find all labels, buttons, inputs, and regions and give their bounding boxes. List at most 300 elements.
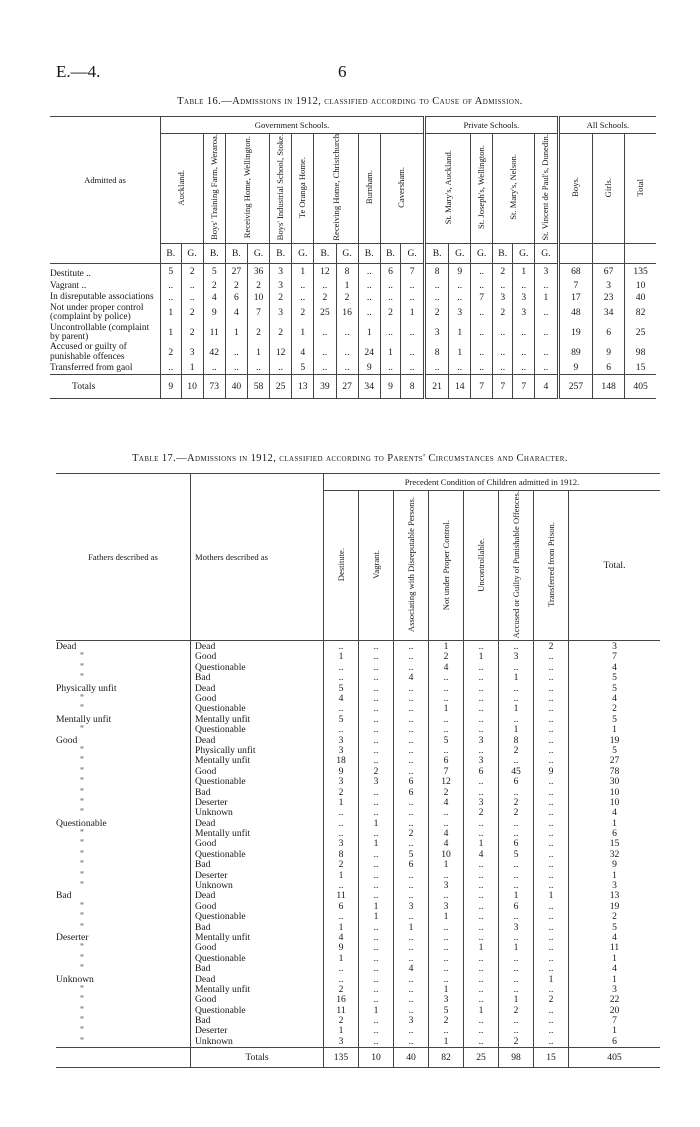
table17-cell: .. [359, 673, 394, 683]
table17-cell: 78 [569, 766, 661, 776]
table17-mother-cell: Good [191, 766, 324, 776]
table16-cell: .. [314, 323, 336, 343]
table16-cell: 17 [558, 291, 592, 302]
table17-cell: .. [359, 693, 394, 703]
table17-cell: .. [429, 953, 464, 963]
table17-cell: .. [499, 860, 534, 870]
table16-row [50, 263, 656, 280]
table17-row [56, 1015, 660, 1025]
table16-total-cell: 58 [247, 374, 269, 398]
table16-cell: 2 [492, 303, 513, 323]
table17-cell: 4 [429, 662, 464, 672]
table17-cell: .. [534, 1015, 569, 1025]
table16-cell: .. [161, 362, 182, 374]
table17-row [56, 860, 660, 870]
table17-cell: 22 [569, 995, 661, 1005]
table16-cell: 2 [492, 263, 513, 280]
table17-row [56, 995, 660, 1005]
table17-cell: .. [324, 724, 359, 734]
table17-cell: 1 [464, 652, 499, 662]
table17-cell: .. [464, 922, 499, 932]
table17-mother-cell: Dead [191, 735, 324, 745]
table16-col-header: St. Mary's, Nelson. [492, 134, 534, 244]
table17-cell: 1 [429, 860, 464, 870]
table17-cell: .. [464, 963, 499, 973]
table17-cell: .. [394, 704, 429, 714]
table17-total-cell: 40 [394, 1047, 429, 1067]
table17-mother-header: Mothers described as [191, 474, 324, 641]
table17-cell: 4 [429, 828, 464, 838]
table17-cell: 4 [429, 839, 464, 849]
table17-mother-cell: Dead [191, 683, 324, 693]
table16-cell: .. [401, 362, 425, 374]
table16-cell: 2 [270, 323, 292, 343]
table17-father-header: Fathers described as [56, 474, 191, 641]
table17-cell: .. [499, 641, 534, 652]
table17-cell: .. [394, 943, 429, 953]
table16-cell: .. [314, 280, 336, 291]
table17-col-header: Total. [569, 491, 661, 641]
table17-cell: 3 [499, 652, 534, 662]
table17-cell: 3 [429, 901, 464, 911]
table16-totals-label: Totals [50, 374, 161, 398]
table17-cell: .. [499, 683, 534, 693]
table17-cell: 5 [569, 922, 661, 932]
table17-cell: .. [359, 787, 394, 797]
table16-cell: .. [535, 342, 559, 362]
table17-mother-cell: Questionable [191, 849, 324, 859]
table17-cell: .. [534, 735, 569, 745]
table17-cell: .. [534, 932, 569, 942]
table17-cell: 4 [464, 849, 499, 859]
table17-cell: 1 [569, 1026, 661, 1036]
table16-cell: 2 [203, 280, 225, 291]
table17-cell: .. [464, 745, 499, 755]
table16-cell: 1 [161, 303, 182, 323]
table17-cell: .. [359, 870, 394, 880]
table16-total-cell: 14 [449, 374, 471, 398]
table16-cell: .. [471, 323, 493, 343]
table17-cell: 2 [324, 860, 359, 870]
table16-total-cell: 7 [471, 374, 493, 398]
table16-cell: .. [380, 362, 401, 374]
table17-col-header: Vagrant. [370, 550, 381, 580]
table16-col-header: Te Oranga Home. [292, 134, 314, 244]
table17-mother-cell: Questionable [191, 724, 324, 734]
table17-father-cell: " [80, 797, 84, 808]
table16-cell: .. [358, 263, 380, 280]
table17-mother-cell: Mentally unfit [191, 828, 324, 838]
table17-cell: 4 [429, 797, 464, 807]
table16-cell: .. [513, 342, 535, 362]
table17-cell: .. [534, 860, 569, 870]
table17-cell: 11 [569, 943, 661, 953]
table16-cell: 5 [203, 263, 225, 280]
table17-cell: 2 [429, 1015, 464, 1025]
table16-cell: 42 [203, 342, 225, 362]
table17-cell: .. [499, 662, 534, 672]
table17-mother-cell: Good [191, 839, 324, 849]
table17-father-cell: " [80, 651, 84, 663]
table16-cell: .. [292, 280, 314, 291]
table16-cell: .. [492, 280, 513, 291]
table16-cell: 3 [270, 303, 292, 323]
table17-cell: 10 [429, 849, 464, 859]
table17-row [56, 870, 660, 880]
table17-cell: .. [534, 797, 569, 807]
table17-cell: .. [394, 932, 429, 942]
table17-row [56, 714, 660, 724]
table16-cell: 6 [593, 362, 625, 374]
table17-cell: 3 [569, 984, 661, 994]
table17-cell: .. [359, 808, 394, 818]
table17-cell: .. [534, 776, 569, 786]
table16-col-header: St. Joseph's, Wellington. [471, 134, 493, 244]
table16-cell: 25 [625, 323, 656, 343]
table17-mother-cell: Mentally unfit [191, 984, 324, 994]
table16-cell: 2 [314, 291, 336, 302]
table17-mother-cell: Bad [191, 860, 324, 870]
table17-cell: .. [324, 963, 359, 973]
table16-cell: .. [535, 323, 559, 343]
table16-row [50, 291, 656, 302]
table17-row [56, 704, 660, 714]
table17-cell: .. [534, 912, 569, 922]
table17-row [56, 683, 660, 693]
table16-cell: 7 [247, 303, 269, 323]
table16-cell: 2 [247, 323, 269, 343]
table16-cell: 3 [449, 303, 471, 323]
table17-cell: 1 [569, 870, 661, 880]
table17-cell: .. [429, 673, 464, 683]
table17-cell: 1 [499, 995, 534, 1005]
table17-cell: .. [324, 818, 359, 828]
table16-cell: 7 [558, 280, 592, 291]
table16-cell: 7 [401, 263, 425, 280]
table16-cell: 8 [424, 263, 448, 280]
table17-cell: 2 [324, 984, 359, 994]
table16-cell: .. [424, 280, 448, 291]
table17-total-cell: 10 [359, 1047, 394, 1067]
table17-cell: 1 [569, 818, 661, 828]
table17-cell: .. [499, 693, 534, 703]
table17-cell: 1 [429, 1036, 464, 1047]
table17-father-cell: Bad [56, 890, 72, 902]
table17-mother-cell: Deserter [191, 1026, 324, 1036]
table17-cell: .. [429, 745, 464, 755]
table17-cell: .. [394, 1005, 429, 1015]
table17-cell: .. [464, 984, 499, 994]
table17-cell: .. [394, 683, 429, 693]
table17-cell: 2 [569, 912, 661, 922]
table17-cell: .. [464, 1036, 499, 1047]
table17-cell: .. [534, 870, 569, 880]
table17-cell: .. [394, 662, 429, 672]
table17-cell: .. [534, 1036, 569, 1047]
table17-cell: .. [534, 787, 569, 797]
table16-cell: 2 [247, 280, 269, 291]
table17-cell: 1 [359, 818, 394, 828]
table17-father-cell: Unknown [56, 973, 94, 985]
table17-cell: .. [534, 963, 569, 973]
table16-cell: .. [203, 362, 225, 374]
table16-col-header: Burnham. [358, 134, 380, 244]
table17-cell: .. [534, 808, 569, 818]
table16-total-cell: 7 [492, 374, 513, 398]
table16-cell: 9 [593, 342, 625, 362]
table16-cell: 12 [314, 263, 336, 280]
table17-cell: 2 [534, 641, 569, 652]
table17-mother-cell: Questionable [191, 704, 324, 714]
table17-father-cell: Dead [56, 641, 77, 652]
table17-cell: .. [394, 745, 429, 755]
table17-cell: 20 [569, 1005, 661, 1015]
table16-col-header: St. Vincent de Paul's, Dunedin. [535, 134, 559, 244]
table17-cell: 45 [499, 766, 534, 776]
table17-cell: 9 [569, 860, 661, 870]
table16-cell: .. [424, 362, 448, 374]
table16-total-cell: 9 [380, 374, 401, 398]
table17-cell: 6 [464, 766, 499, 776]
table16-cell: .. [247, 362, 269, 374]
page-number: 6 [338, 62, 347, 81]
table17-father-cell: Questionable [56, 817, 107, 829]
table16-cell: 1 [292, 323, 314, 343]
table16-cell: .. [535, 303, 559, 323]
table17-cell: .. [324, 662, 359, 672]
table17-cell: 1 [324, 953, 359, 963]
table16-row-label: Accused or guilty of punishable offences [50, 342, 127, 362]
table17-mother-cell: Mentally unfit [191, 932, 324, 942]
table17-father-cell: " [80, 984, 84, 995]
table16-row-label: Vagrant .. [50, 280, 87, 291]
table17-cell: 1 [534, 974, 569, 984]
table16-cell: 3 [593, 280, 625, 291]
table16-cell: .. [401, 291, 425, 302]
table17-cell: .. [499, 714, 534, 724]
table17-row [56, 1005, 660, 1015]
table17-cell: 3 [324, 745, 359, 755]
table16-total-cell: 8 [401, 374, 425, 398]
table16-cell: 4 [225, 303, 247, 323]
table16-cell: .. [336, 323, 358, 343]
table17-cell: 6 [499, 839, 534, 849]
table16-cell: .. [358, 280, 380, 291]
table17-row [56, 932, 660, 942]
table17-cell: .. [464, 828, 499, 838]
table17-cell: .. [359, 922, 394, 932]
table17-cell: .. [324, 704, 359, 714]
table17-total-cell: 405 [569, 1047, 661, 1067]
table17-cell: 9 [324, 943, 359, 953]
table17-cell: .. [394, 953, 429, 963]
table17-mother-cell: Deserter [191, 870, 324, 880]
table16-total-cell: 39 [314, 374, 336, 398]
table17-cell: 6 [429, 756, 464, 766]
table17-cell: 9 [534, 766, 569, 776]
table17-cell: 1 [394, 922, 429, 932]
table16-cell: 8 [424, 342, 448, 362]
table17-cell: .. [394, 735, 429, 745]
table17-cell: .. [394, 912, 429, 922]
table16-cell: 19 [558, 323, 592, 343]
table17-cell: .. [464, 995, 499, 1005]
table17-cell: 1 [324, 797, 359, 807]
table17-cell: .. [499, 912, 534, 922]
table17-cell: 5 [569, 714, 661, 724]
table17-cell: 12 [429, 776, 464, 786]
table17-cell: .. [464, 974, 499, 984]
table17-father-cell: " [80, 786, 84, 798]
table17-cell: 6 [499, 776, 534, 786]
table17-cell: .. [534, 880, 569, 890]
table17-cell: 19 [569, 735, 661, 745]
table17-cell: .. [359, 1015, 394, 1025]
table16-cell: 2 [181, 323, 203, 343]
table16-cell: 2 [336, 291, 358, 302]
table16-cell: 9 [558, 362, 592, 374]
table16-cell: 7 [471, 291, 493, 302]
table17-row [56, 1026, 660, 1036]
table17-cell: .. [464, 683, 499, 693]
table17-cell: .. [394, 818, 429, 828]
table17-cell: 5 [569, 745, 661, 755]
table17-cell: 2 [499, 745, 534, 755]
table17-father-cell: " [80, 662, 84, 673]
table17-cell: .. [324, 828, 359, 838]
table17-cell: 11 [324, 891, 359, 901]
table16-cell: 6 [593, 323, 625, 343]
table17-father-cell: " [80, 766, 84, 777]
table16-cell: 23 [593, 291, 625, 302]
table16-cell: 1 [225, 323, 247, 343]
table17-cell: .. [394, 1036, 429, 1047]
table17-cell: 5 [429, 735, 464, 745]
table17-cell: 2 [429, 652, 464, 662]
table17-cell: 1 [569, 953, 661, 963]
table16-totals-row [50, 374, 656, 398]
table17-cell: .. [499, 963, 534, 973]
table16-cell: .. [424, 291, 448, 302]
table16-cell: 34 [593, 303, 625, 323]
table17-cell: 1 [429, 984, 464, 994]
table17-cell: .. [464, 776, 499, 786]
table17-cell: .. [464, 901, 499, 911]
table17-row [56, 797, 660, 807]
table17-total-cell: 15 [534, 1047, 569, 1067]
table17-cell: 6 [569, 828, 661, 838]
table17-cell: .. [359, 641, 394, 652]
table16-caption: Table 16.—Admissions in 1912, classified according to Cause of Admission. [177, 96, 523, 107]
table17-father-cell: " [80, 745, 84, 756]
table17-cell: .. [534, 756, 569, 766]
table16-total-cell: 40 [225, 374, 247, 398]
table17-cell: .. [394, 652, 429, 662]
table17-cell: .. [394, 693, 429, 703]
table16-cell: 82 [625, 303, 656, 323]
table17-cell: 2 [499, 797, 534, 807]
table16-cell: 89 [558, 342, 592, 362]
table17-cell: .. [359, 735, 394, 745]
table17-cell: .. [499, 756, 534, 766]
table16-cell: .. [225, 342, 247, 362]
table17-mother-cell: Dead [191, 891, 324, 901]
table17-father-cell: " [80, 953, 84, 964]
table16-cell: .. [401, 280, 425, 291]
table17-cell: .. [534, 662, 569, 672]
table16-cell: 3 [424, 323, 448, 343]
table16-cell: 1 [358, 323, 380, 343]
table16-col-header: Receiving Home, Wellington. [225, 134, 269, 244]
table17-cell: 1 [499, 724, 534, 734]
table17-father-cell: " [80, 942, 84, 954]
table17-cell: .. [499, 1015, 534, 1025]
table17-cell: .. [324, 673, 359, 683]
table16-total-cell: 21 [424, 374, 448, 398]
table16-cell: 1 [247, 342, 269, 362]
table16-total-cell: 257 [558, 374, 592, 398]
table17-cell: .. [464, 860, 499, 870]
table16-cell: .. [380, 291, 401, 302]
table17-cell: 4 [569, 693, 661, 703]
table17-cell: .. [359, 880, 394, 890]
table17-cell: .. [534, 704, 569, 714]
table17-cell: .. [464, 662, 499, 672]
table17-cell: 2 [569, 704, 661, 714]
table17-cell: .. [499, 880, 534, 890]
table17-cell: .. [359, 662, 394, 672]
document-code: E.—4. [56, 62, 101, 81]
table16-col-header: Girls. [593, 134, 625, 244]
table17-mother-cell: Mentally unfit [191, 756, 324, 766]
table17-row [56, 745, 660, 755]
table17-cell: 4 [569, 963, 661, 973]
table17-cell: 4 [569, 808, 661, 818]
table17-cell: .. [359, 974, 394, 984]
table17-cell: .. [464, 704, 499, 714]
table16-cell: .. [471, 362, 493, 374]
table17-cell: 10 [569, 797, 661, 807]
table17-row [56, 662, 660, 672]
table17-cell: 5 [394, 849, 429, 859]
table16-cell: .. [513, 323, 535, 343]
table16-total-cell: 13 [292, 374, 314, 398]
table17-cell: .. [394, 766, 429, 776]
table16-cell: 2 [424, 303, 448, 323]
table17-cell: 1 [499, 891, 534, 901]
table17-father-cell: Good [56, 734, 78, 746]
table16-cell: 12 [270, 342, 292, 362]
table16-group-government: Government Schools. [161, 117, 425, 134]
table17-cell: 3 [324, 735, 359, 745]
table17-row [56, 766, 660, 776]
table17-cell: 4 [394, 963, 429, 973]
table16-cell: 27 [225, 263, 247, 280]
table17-row [56, 818, 660, 828]
table16-cell: .. [449, 291, 471, 302]
table17-cell: 13 [569, 891, 661, 901]
table16-cell: 68 [558, 263, 592, 280]
table17-mother-cell: Questionable [191, 1005, 324, 1015]
table17-cell: 1 [569, 974, 661, 984]
table17-father-cell: " [80, 776, 84, 787]
table16-cell: 3 [535, 263, 559, 280]
table17-cell: 3 [429, 995, 464, 1005]
table17-cell: .. [499, 974, 534, 984]
table16 [50, 116, 656, 399]
table17-cell: .. [324, 808, 359, 818]
table16-cell: 1 [535, 291, 559, 302]
